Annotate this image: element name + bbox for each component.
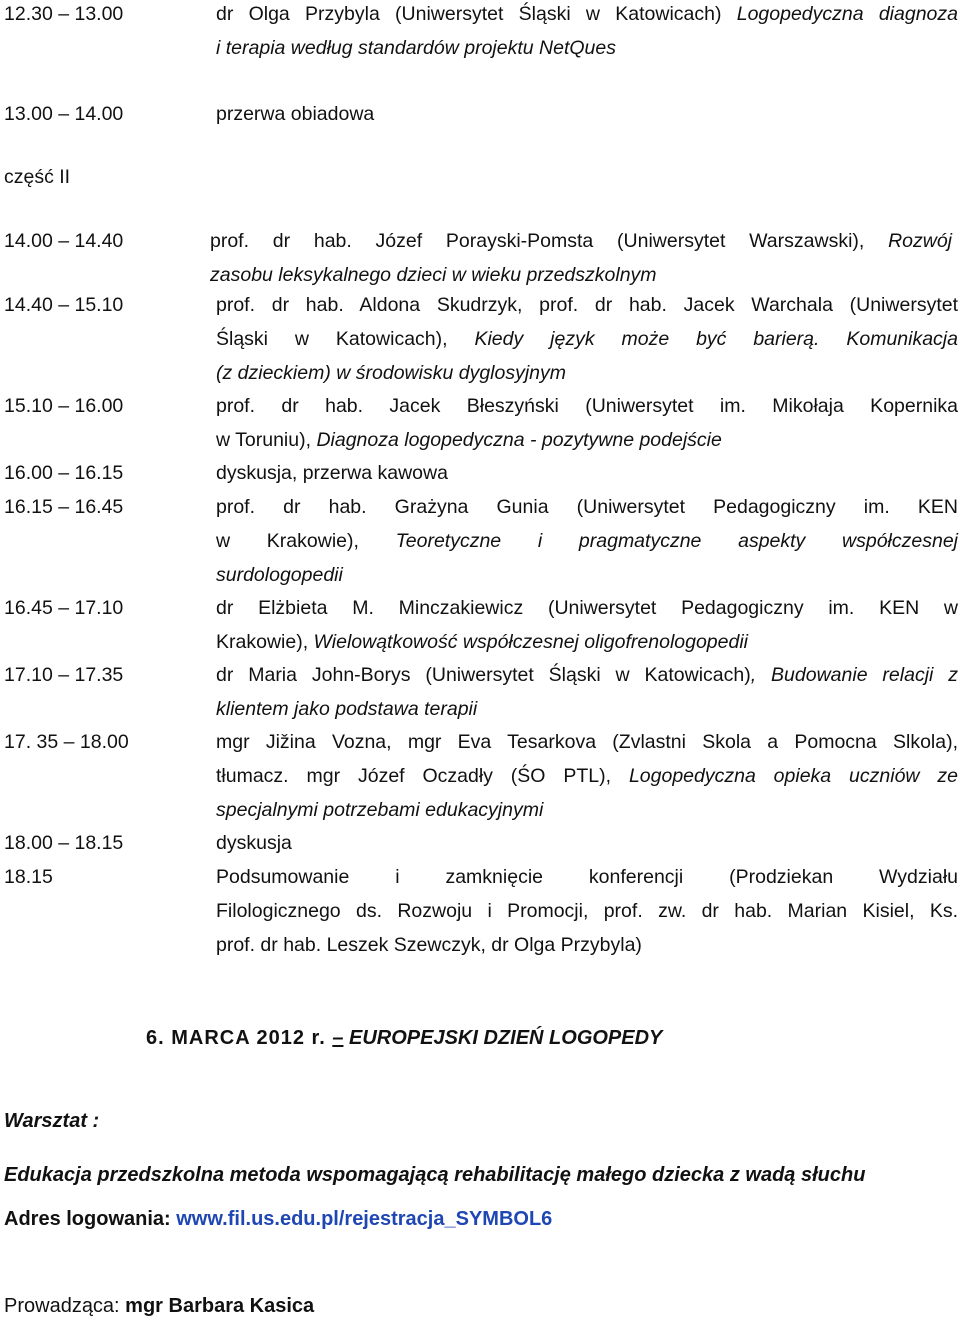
schedule-content [210,224,952,292]
schedule-time: 17. 35 – 18.00 [4,731,129,753]
schedule-line [216,894,958,928]
talk-title-text: (z dzieckiem) w środowisku dyglosyjnym [216,362,567,384]
schedule-line [216,793,958,827]
speaker-text: prof. dr hab. Józef Porayski-Pomsta (Uniwersytet Warszawski), [210,230,889,252]
schedule-content [216,490,958,592]
speaker-text: tłumacz. mgr Józef Oczadły (ŚO PTL), [216,765,629,787]
speaker-text: dr Elżbieta M. Minczakiewicz (Uniwersytet Pedagogiczny im. KEN w [216,597,958,619]
schedule-time: 18.15 [4,866,53,888]
schedule-line [216,658,958,692]
talk-title-text: zasobu leksykalnego dzieci w wieku przedszkolnym [210,264,657,286]
schedule-content [216,860,958,962]
schedule-content [216,0,958,65]
schedule-line [216,31,958,65]
speaker-text: dyskusja, przerwa kawowa [216,462,448,484]
schedule-time: 12.30 – 13.00 [4,3,124,25]
schedule-time: 16.45 – 17.10 [4,597,124,619]
schedule-line [216,625,958,659]
speaker-text: prof. dr hab. Grażyna Gunia (Uniwersytet Pedagogiczny im. KEN [216,496,958,518]
schedule-content [216,288,958,390]
talk-title-text: Teoretyczne i pragmatyczne aspekty współczesnej [395,530,958,552]
talk-title-text: Diagnoza logopedyczna - pozytywne podejście [316,429,722,451]
schedule-time: 18.00 – 18.15 [4,832,124,854]
talk-title-text: Wielowątkowość współczesnej oligofrenologopedii [313,631,749,653]
speaker-text: prof. dr hab. Leszek Szewczyk, dr Olga Przybyla) [216,934,642,956]
schedule-time: 16.15 – 16.45 [4,496,124,518]
login-link[interactable]: www.fil.us.edu.pl/rejestracja_SYMBOL6 [176,1208,553,1230]
talk-title-text: specjalnymi potrzebami edukacyjnymi [216,799,544,821]
schedule-line [216,322,958,356]
workshop-title: Edukacja przedszkolna metoda wspomagającą rehabilitację małego dziecka z wadą słuchu [4,1164,866,1186]
talk-title-text: surdologopedii [216,564,343,586]
login-label: Adres logowania: [4,1208,177,1230]
workshop-leader [4,1289,314,1323]
schedule-line [216,524,958,558]
talk-title-text: Logopedyczna opieka uczniów ze [628,765,958,787]
login-address [4,1202,552,1236]
speaker-text: mgr Jižina Vozna, mgr Eva Tesarkova (Zvlastni Skola a Pomocna Slkola), [216,731,958,753]
schedule-line [216,356,958,390]
speaker-text: dyskusja [216,832,292,854]
schedule-line [216,928,958,962]
speaker-text: prof. dr hab. Aldona Skudrzyk, prof. dr hab. Jacek Warchala (Uniwersytet [216,294,958,316]
schedule-time: 14.00 – 14.40 [4,230,124,252]
event-date: 6. MARCA 2012 r. [146,1027,333,1049]
speaker-text: Podsumowanie i zamknięcie konferencji (Prodziekan Wydziału [216,866,958,888]
talk-title-text: i terapia według standardów projektu NetQues [216,37,616,59]
workshop-label: Warsztat : [4,1110,100,1132]
schedule-line [216,591,958,625]
schedule-line [216,558,958,592]
schedule-content [216,389,958,457]
speaker-text: w Krakowie), [216,530,396,552]
talk-title-text: , Budowanie relacji z [750,664,958,686]
schedule-line [216,423,958,457]
schedule-line [216,759,958,793]
schedule-line [216,826,958,860]
schedule-content [216,658,958,726]
schedule-time: 14.40 – 15.10 [4,294,124,316]
schedule-time: 13.00 – 14.00 [4,103,124,125]
schedule-line [216,0,958,31]
schedule-time: 15.10 – 16.00 [4,395,124,417]
event-title: EUROPEJSKI DZIEŃ LOGOPEDY [343,1027,663,1049]
schedule-line [210,224,952,258]
schedule-line [216,860,958,894]
leader-name: mgr Barbara Kasica [125,1295,315,1317]
section-label: część II [4,166,71,188]
schedule-content [216,826,958,860]
schedule-time: 16.00 – 16.15 [4,462,124,484]
schedule-line [216,389,958,423]
speaker-text: Śląski w Katowicach), [216,328,475,350]
schedule-content [216,725,958,827]
schedule-line [216,456,958,490]
schedule-line [216,725,958,759]
speaker-text: dr Olga Przybyla (Uniwersytet Śląski w Katowicach) [216,3,737,25]
talk-title-text: Rozwój [888,230,952,252]
schedule-line [216,692,958,726]
schedule-content [216,456,958,490]
speaker-text: Filologicznego ds. Rozwoju i Promocji, prof. zw. dr hab. Marian Kisiel, Ks. [216,900,958,922]
talk-title-text: Kiedy język może być barierą. Komunikacja [474,328,958,350]
event-date-heading [146,1021,662,1055]
speaker-text: dr Maria John-Borys (Uniwersytet Śląski w Katowicach) [216,664,751,686]
schedule-line [210,258,952,292]
speaker-text: przerwa obiadowa [216,103,375,125]
leader-label: Prowadząca: [4,1295,126,1317]
event-dash: – [332,1027,344,1049]
talk-title-text: Logopedyczna diagnoza [736,3,958,25]
schedule-content [216,591,958,659]
schedule-line [216,490,958,524]
schedule-line [216,288,958,322]
schedule-time: 17.10 – 17.35 [4,664,124,686]
speaker-text: prof. dr hab. Jacek Błeszyński (Uniwersytet im. Mikołaja Kopernika [216,395,958,417]
schedule-content [216,97,958,131]
speaker-text: Krakowie), [216,631,314,653]
talk-title-text: klientem jako podstawa terapii [216,698,478,720]
speaker-text: w Toruniu), [216,429,317,451]
schedule-line [216,97,958,131]
